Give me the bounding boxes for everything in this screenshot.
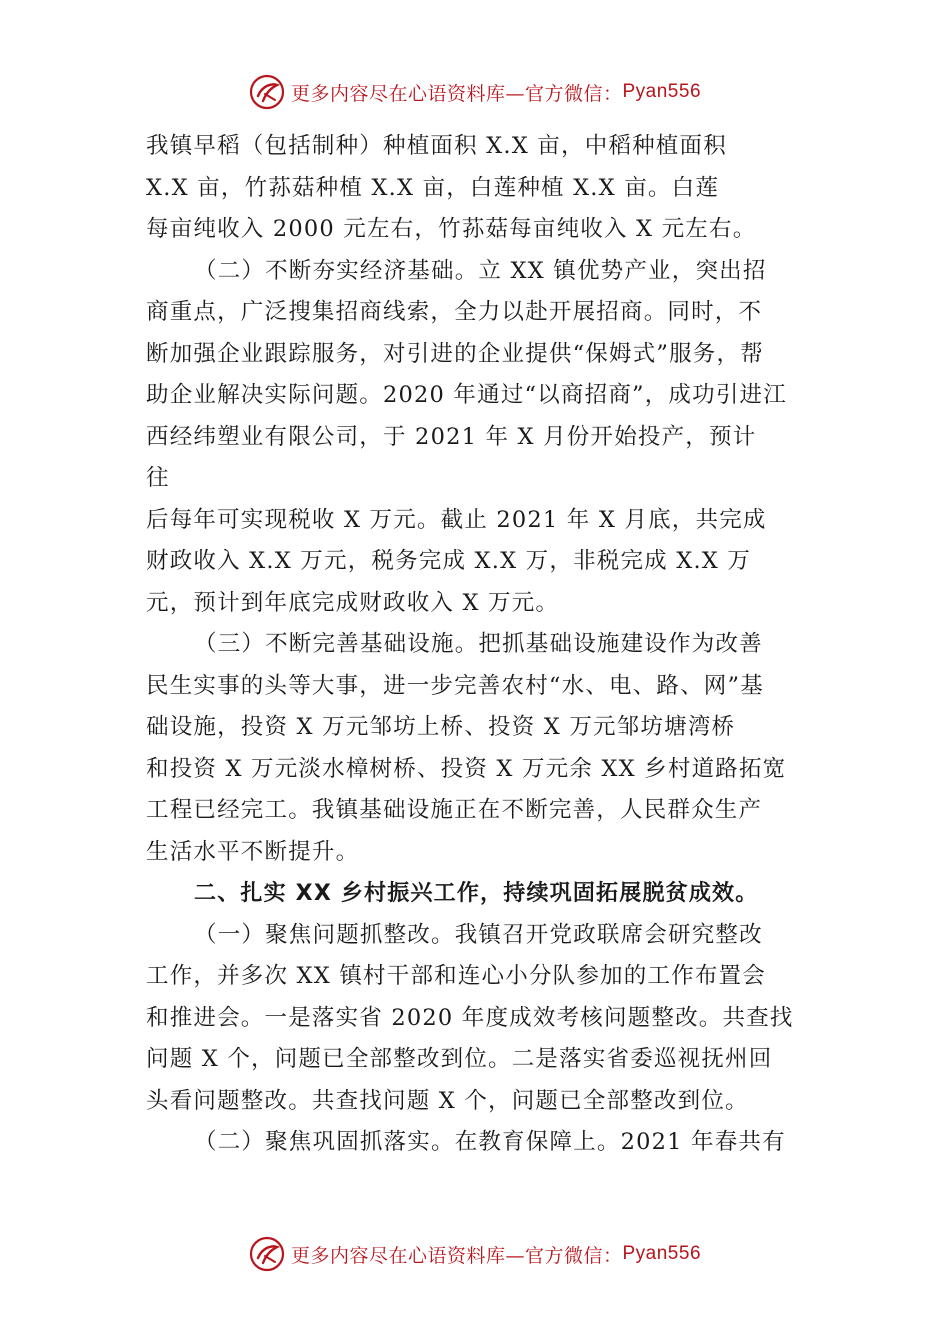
- paragraph-line: 财政收入 X.X 万元，税务完成 X.X 万，非税完成 X.X 万: [146, 548, 752, 574]
- footer-banner: [0, 1232, 950, 1276]
- paragraph-line: 商重点，广泛搜集招商线索，全力以赴开展招商。同时，不: [146, 299, 763, 325]
- paragraph-line: 往: [146, 465, 170, 491]
- document-body: [146, 126, 816, 1164]
- paragraph-line: X.X 亩，竹荪菇种植 X.X 亩，白莲种植 X.X 亩。白莲: [146, 174, 720, 201]
- paragraph-line: 生活水平不断提升。: [146, 838, 360, 865]
- paragraph-line: （二）聚焦巩固抓落实。在教育保障上。2021 年春共有: [194, 1129, 786, 1155]
- footer-banner-text: 更多内容尽在心语资料库—官方微信：: [290, 1244, 623, 1267]
- paragraph-line: 础设施，投资 X 万元邹坊上桥、投资 X 万元邹坊塘湾桥: [146, 714, 736, 740]
- paragraph-line: （三）不断完善基础设施。把抓基础设施建设作为改善: [194, 631, 763, 657]
- paragraph-line: 后每年可实现税收 X 万元。截止 2021 年 X 月底，共完成: [146, 506, 767, 533]
- section-heading: 二、扎实 XX 乡村振兴工作，持续巩固拓展脱贫成效。: [194, 881, 759, 906]
- footer-wechat-id: Pyan556: [622, 1243, 702, 1264]
- paragraph-line: 助企业解决实际问题。2020 年通过“以商招商”，成功引进江: [146, 382, 787, 408]
- paragraph-line: 我镇早稻（包括制种）种植面积 X.X 亩，中稻种植面积: [146, 133, 727, 159]
- paragraph-line: 问题 X 个，问题已全部整改到位。二是落实省委巡视抚州回: [146, 1046, 773, 1072]
- header-banner-text: 更多内容尽在心语资料库—官方微信：: [290, 82, 623, 105]
- paragraph-line: 工程已经完工。我镇基础设施正在不断完善，人民群众生产: [146, 797, 763, 823]
- paragraph-line: 每亩纯收入 2000 元左右，竹荪菇每亩纯收入 X 元左右。: [146, 216, 757, 242]
- paragraph-line: 西经纬塑业有限公司，于 2021 年 X 月份开始投产，预计: [146, 423, 757, 450]
- paragraph-line: 和推进会。一是落实省 2020 年度成效考核问题整改。共查找: [146, 1004, 794, 1031]
- paragraph-line: 头看问题整改。共查找问题 X 个，问题已全部整改到位。: [146, 1087, 749, 1114]
- paragraph-line: （二）不断夯实经济基础。立 XX 镇优势产业，突出招: [194, 257, 767, 284]
- header-wechat-id: Pyan556: [622, 81, 702, 102]
- paragraph-line: 和投资 X 万元淡水樟树桥、投资 X 万元余 XX 乡村道路拓宽: [146, 755, 787, 782]
- header-banner: [0, 70, 950, 114]
- paragraph-line: 断加强企业跟踪服务，对引进的企业提供“保姆式”服务，帮: [146, 340, 764, 367]
- brand-logo-icon: [249, 74, 285, 110]
- paragraph-line: （一）聚焦问题抓整改。我镇召开党政联席会研究整改: [194, 921, 763, 948]
- paragraph-line: 工作，并多次 XX 镇村干部和连心小分队参加的工作布置会: [146, 963, 766, 989]
- paragraph-line: 元，预计到年底完成财政收入 X 万元。: [146, 589, 560, 616]
- brand-logo-icon: [249, 1236, 285, 1272]
- paragraph-line: 民生实事的头等大事，进一步完善农村“水、电、路、网”基: [146, 672, 764, 699]
